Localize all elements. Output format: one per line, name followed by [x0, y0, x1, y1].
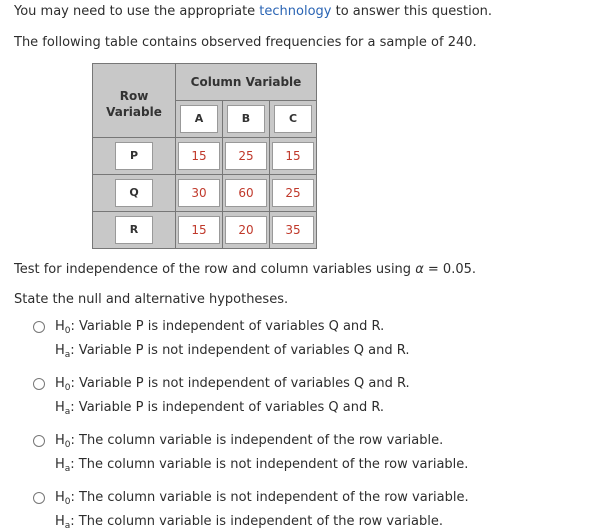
row-variable-header — [93, 64, 176, 138]
table-cell: 60 — [223, 175, 270, 212]
radio-button[interactable] — [33, 492, 45, 504]
radio-button[interactable] — [33, 321, 45, 333]
table-cell: 20 — [223, 212, 270, 249]
alpha-symbol: α — [415, 262, 424, 277]
technology-link[interactable]: technology — [259, 4, 332, 19]
null-hypothesis: $H_0$: The column variable is not independent of the row variable. — [55, 490, 469, 507]
col-b-label: B — [227, 105, 265, 133]
row-label-q — [93, 175, 176, 212]
row-r-label: R — [115, 216, 153, 244]
hypotheses-prompt: State the null and alternative hypotheses. — [14, 292, 289, 307]
radio-button[interactable] — [33, 378, 45, 390]
alternative-hypothesis: $H_a$: The column variable is independent of the row variable. — [55, 514, 443, 531]
row-p-label: P — [115, 142, 153, 170]
table-row — [93, 138, 317, 175]
radio-button[interactable] — [33, 435, 45, 447]
col-a-label: A — [180, 105, 218, 133]
column-variable-header: Column Variable — [176, 64, 317, 101]
table-cell: 30 — [176, 175, 223, 212]
alternative-hypothesis: $H_a$: Variable P is independent of variables Q and R. — [55, 400, 385, 417]
table-cell: 15 — [270, 138, 317, 175]
table-row — [93, 175, 317, 212]
table-cell: 15 — [176, 138, 223, 175]
row-variable-label: Row Variable — [106, 88, 162, 119]
table-row — [93, 212, 317, 249]
alternative-hypothesis: $H_a$: The column variable is not independent of the row variable. — [55, 457, 469, 474]
col-c-label: C — [274, 105, 312, 133]
col-header-c — [270, 101, 317, 138]
null-hypothesis: $H_0$: The column variable is independent of the row variable. — [55, 433, 444, 450]
frequency-table — [92, 63, 317, 249]
intro-text — [14, 4, 492, 19]
intro-suffix: to answer this question. — [331, 4, 493, 19]
test-statement: Test for independence of the row and column variables using α = 0.05. — [14, 262, 477, 277]
col-header-b — [223, 101, 270, 138]
table-intro: The following table contains observed frequencies for a sample of 240. — [14, 35, 477, 50]
table-cell: 25 — [223, 138, 270, 175]
null-hypothesis: $H_0$: Variable P is independent of variables Q and R. — [55, 319, 385, 336]
col-header-a — [176, 101, 223, 138]
row-label-p — [93, 138, 176, 175]
null-hypothesis: $H_0$: Variable P is not independent of variables Q and R. — [55, 376, 410, 393]
table-cell: 15 — [176, 212, 223, 249]
table-cell: 35 — [270, 212, 317, 249]
alternative-hypothesis: $H_a$: Variable P is not independent of variables Q and R. — [55, 343, 410, 360]
table-cell: 25 — [270, 175, 317, 212]
row-label-r — [93, 212, 176, 249]
intro-prefix: You may need to use the appropriate — [14, 4, 260, 19]
row-q-label: Q — [115, 179, 153, 207]
